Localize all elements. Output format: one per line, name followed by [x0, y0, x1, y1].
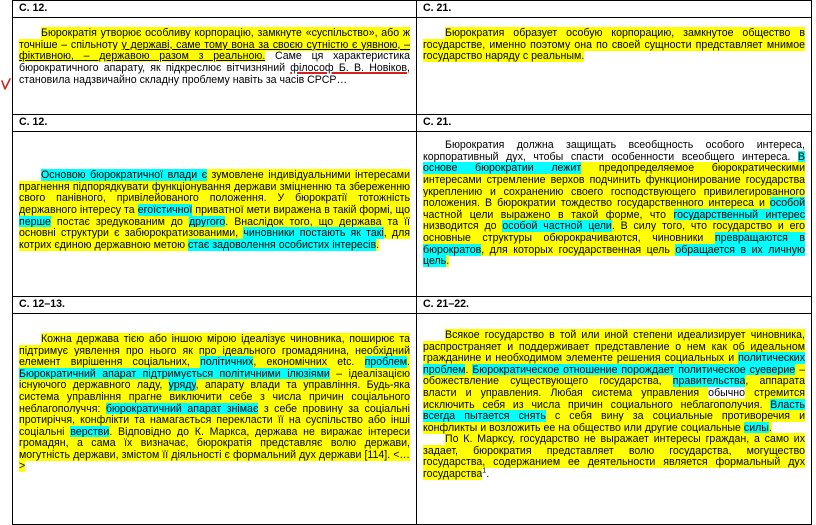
right-text-2: Бюрократия должна защищать всеобщность особого интереса, корпоративный дух, чтобы спасти особенности всеобщего интереса. В основе бюрократии лежит предопределяемое бюрократическими интересами стремление верхов подчинить функционирование государства укреплению и сохранению своего господствующего привилегированного положения. В бюрократии тождество государственного интереса и особой частной цели выражено в такой форме, что государственный интерес низводится до особой частной цели. В силу того, что государство и его основные структуры обюрокрачиваются, чиновники превращаются в бюрократов, для которых государственная цель обращается в их личную цель.: [423, 139, 806, 268]
right-page-ref-1: С. 21.: [417, 1, 812, 18]
left-page-ref-3: С. 12–13.: [13, 296, 417, 313]
red-check-mark-icon: [0, 78, 12, 92]
annotated-name: філософ Б. В. Новіков: [290, 61, 408, 74]
right-page-ref-2: С. 21.: [417, 115, 812, 132]
left-cell-3: [13, 313, 417, 524]
footnote-marker: 1: [482, 467, 487, 475]
left-page-ref-1: С. 12.: [13, 1, 417, 18]
right-paragraph-1: Всякое государство в той или иной степени идеализирует чиновника, распространяет и поддерживает представление о нем как об идеальном гражданине и необходимом элементе решения социальных и политических проблем. Бюрократическое отношение порождает политическое суеверие – обожествление существующего государства, правительства, аппарата власти и управления. Любая система управления обычно стремится исключить себя из числа причин социального неблагополучия. Власть всегда пытается снять с себя вину за социальные противоречия и конфликты и возложить ее на общество или другие социальные силы.: [423, 328, 806, 434]
header-row-2: [13, 115, 812, 132]
right-cell-3: [417, 313, 812, 524]
left-text-3: Кожна держава тією або іншою мірою ідеалізує чиновника, поширює та підтримує уявлення про нього як про ідеального громадянина, необхідний елемент вирішення соціальних, політичних, економічних etc. проблем. Бюрократичний апарат підтримується політичними ілюзіями – ідеалізацією існуючого державного ладу, уряду, апарату влади та управління. Будь-яка система управління прагне виключити себе з числа причин соціального неблагополуччя: бюрократичний апарат знімає з себе провину за соціальні протиріччя, конфлікти та намагається перекласти її на суспільство або інші соціальні верстви. Відповідно до К. Маркса, держава не виражає інтереси громадян, а сама їх визначає, бюрократія представляє волю держави, могутність держави, змістом її діяльності є формальний дух держави [114]. <…>: [19, 332, 411, 473]
right-cell-1: [417, 18, 812, 115]
content-row-1: [13, 18, 812, 115]
header-row-3: [13, 296, 812, 313]
left-text-2: Основою бюрократичної влади є зумовлене індивідуальними інтересами прагнення підпорядкувати функціонування держави зміцненню та збереженню свого панівного, привілейованого положення. У бюрократії тотожність державного інтересу та егоїстичної приватної мети виражена в такій формі, що перше постає зредукованим до другого. Внаслідок того, що держава та її основні структури є забюрократизованими, чиновники постають як такі, для котрих єдиною державною метою стає задоволення особистих інтересів.: [19, 169, 411, 251]
left-cell-1: [13, 18, 417, 115]
right-paragraph-2: По К. Марксу, государство не выражает интересы граждан, а само их задает, бюрократия представляет волю государства, могущество государства, содержанием ее деятельности является формальный дух государства$^1$.: [423, 433, 805, 481]
left-text-1: Бюрократія утворює особливу корпорацію, замкнуте «суспільство», або ж точніше – спільноту у державі, саме тому вона за своєю сутністю є уявною, – фіктивною, – державою разом з реальною. Саме ця характеристика бюрократичного апарату, як підкреслює вітчизняний філософ Б. В. Новіков, становила надзвичайно складну проблему навіть за часів СРСР…: [19, 27, 410, 86]
content-row-3: [13, 313, 812, 524]
right-cell-2: [417, 132, 812, 297]
left-page-ref-2: С. 12.: [13, 115, 417, 132]
content-row-2: [13, 132, 812, 297]
header-row-1: [13, 1, 812, 18]
right-page-ref-3: С. 21–22.: [417, 296, 812, 313]
right-text-1: Бюрократия образует особую корпорацию, замкнутое общество в государстве, именно поэтому она по своей сущности представляет мнимое государство наряду с реальным.: [423, 27, 805, 63]
right-text-3: [423, 314, 805, 481]
comparison-table: [12, 0, 812, 525]
left-cell-2: [13, 132, 417, 297]
